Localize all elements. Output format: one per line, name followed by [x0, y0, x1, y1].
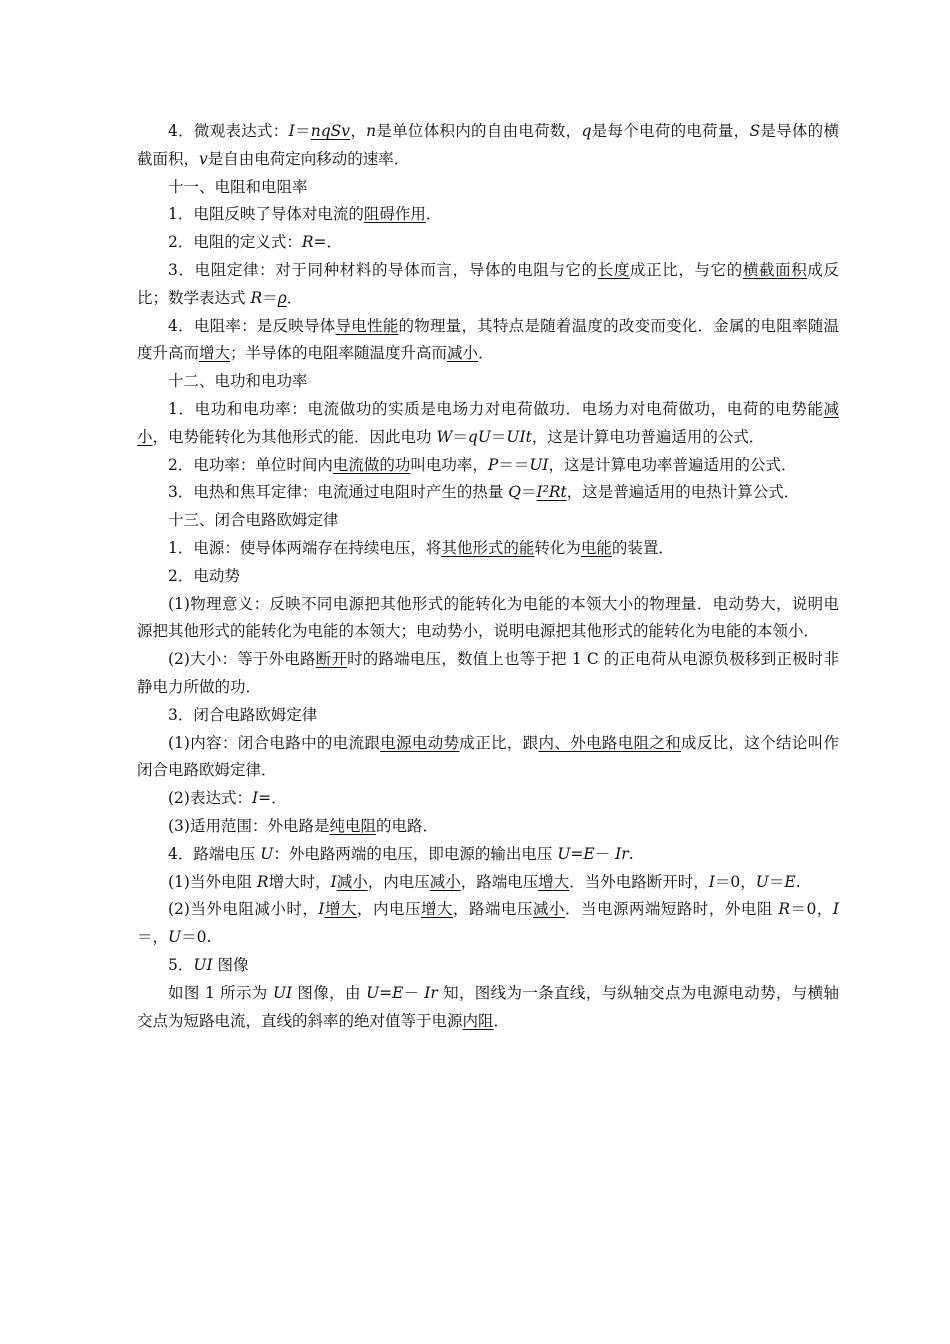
text-run: ， [350, 122, 367, 140]
text-run: E [583, 844, 595, 863]
paragraph [137, 118, 839, 174]
text-run: 是每个电荷的电荷量， [591, 122, 750, 140]
text-run: U [557, 844, 571, 863]
text-run: ，这是普遍适用的电热计算公式． [566, 483, 800, 502]
text-run: 4．路端电压 [168, 844, 261, 863]
text-run: R [250, 288, 263, 307]
text-run: 增大时， [268, 872, 331, 891]
text-run: 2．电阻的定义式： [168, 233, 302, 252]
text-run: 2．电功率：单位时间内 [168, 455, 333, 474]
text-run: =． [313, 233, 343, 252]
text-run: ＝＝ [498, 455, 530, 474]
text-run: 图像，由 [292, 983, 367, 1002]
text-run: ． [425, 205, 442, 224]
text-run: UI [193, 955, 213, 974]
paragraph [137, 452, 839, 480]
text-run: － [594, 844, 616, 863]
text-run: ＝ [490, 427, 507, 446]
text-run: 的物理量，其特点是随着温度的改变而变化．金属的电阻率随温度升高而 [137, 316, 839, 363]
underlined-answer: 断开 [315, 650, 348, 669]
text-run: (3)适用范围：外电路是 [168, 816, 330, 835]
text-run: v [199, 149, 208, 168]
text-run: 转化为 [534, 538, 581, 557]
text-run: 如图 1 所示为 [168, 983, 273, 1002]
paragraph [137, 535, 839, 563]
text-run: 知，图线为一条直线，与纵轴交点为电源电动势，与横轴交点为短路电流，直线的斜率的绝对值等于电源 [137, 983, 839, 1030]
paragraph [137, 563, 839, 591]
paragraph [137, 313, 839, 369]
text-run: U [755, 872, 769, 891]
text-run: ． [493, 1011, 510, 1030]
text-run: 成正比，与它的 [629, 260, 743, 279]
paragraph [137, 730, 839, 786]
text-run: 十二、电功和电功率 [168, 372, 308, 391]
text-run: I [288, 122, 295, 140]
text-run: 3．电阻定律：对于同种材料的导体而言，导体的电阻与它的 [168, 260, 598, 279]
text-run: E [784, 872, 796, 891]
text-run: 的电路． [375, 816, 438, 835]
text-run: (1)当外电阻 [168, 872, 257, 891]
underlined-answer: ρ [277, 288, 287, 307]
text-run: n [366, 122, 377, 140]
text-run: ，内电压 [357, 900, 421, 919]
text-run: UIt [506, 427, 532, 446]
text-run: S [749, 122, 761, 140]
paragraph [137, 785, 839, 813]
paragraph [137, 702, 839, 730]
text-run: 十一、电阻和电阻率 [168, 177, 308, 196]
paragraph [137, 841, 839, 869]
text-run: ． [478, 344, 494, 363]
underlined-answer: 内、外电路电阻之和 [538, 733, 682, 752]
text-run: (2)表达式： [168, 789, 252, 808]
underlined-answer: 减小 [137, 399, 839, 446]
text-run: (2)大小：等于外电路 [168, 650, 316, 669]
text-run: ，这是计算电功普遍适用的公式． [531, 427, 765, 446]
text-run: ＝ [262, 288, 278, 307]
text-run: 是单位体积内的自由电荷数， [376, 122, 582, 140]
paragraph [137, 174, 839, 202]
text-run: E [392, 983, 404, 1002]
text-run: ． [286, 288, 303, 307]
text-run: Ir [424, 983, 438, 1002]
text-run: 4．微观表达式： [168, 122, 289, 140]
underlined-answer: 电能 [580, 538, 612, 557]
text-run: 成反比，这个结论叫作闭合电路欧姆定律． [137, 733, 839, 780]
text-run: UI [529, 455, 549, 474]
text-run: I [318, 900, 325, 919]
paragraph [137, 980, 839, 1036]
underlined-answer: 减小 [429, 872, 461, 891]
text-run: W [436, 427, 453, 446]
text-run: 3．闭合电路欧姆定律 [168, 705, 318, 724]
text-run: =． [258, 789, 287, 808]
text-run: qU [467, 427, 491, 446]
text-run: 1．电功和电功率：电流做功的实质是电场力对电荷做功．电场力对电荷做功，电荷的电势能 [168, 399, 824, 418]
text-run: ，这是计算电功率普遍适用的公式． [548, 455, 797, 474]
underlined-answer: 导电性能 [335, 316, 399, 335]
text-run: I [708, 872, 715, 891]
paragraph [137, 896, 839, 952]
text-run: I [251, 789, 259, 808]
text-run: ＝， [137, 928, 169, 947]
underlined-answer: 电源电动势 [380, 733, 460, 752]
text-run: 1．电源：使导体两端存在持续电压，将 [168, 538, 442, 557]
text-run: (1)内容：闭合电路中的电流跟 [168, 733, 381, 752]
text-run: R [301, 233, 314, 252]
underlined-answer: 减小 [447, 344, 479, 363]
underlined-answer: 电流做的功 [332, 455, 411, 474]
text-run: 是自由电荷定向移动的速率． [207, 149, 410, 168]
text-run: = [379, 983, 393, 1002]
text-run: 4．电阻率：是反映导体 [168, 316, 336, 335]
text-run: R [778, 900, 790, 919]
paragraph [137, 257, 839, 313]
text-run: 2．电动势 [168, 566, 240, 585]
underlined-answer: I²Rt [536, 483, 567, 502]
text-run: 的装置． [611, 538, 674, 557]
text-run: I [832, 900, 839, 919]
paragraph [137, 869, 839, 897]
underlined-answer: 减小 [336, 872, 368, 891]
underlined-answer: 纯电阻 [329, 816, 376, 835]
text-run: U [366, 983, 380, 1002]
text-run: ＝0， [789, 900, 833, 919]
text-run: (1)物理意义：反映不同电源把其他形式的能转化为电能的本领大小的物理量．电动势大，说明电源把其他形式的能转化为电能的本领大；电动势小，说明电源把其他形式的能转化为电能的本领小． [137, 594, 839, 641]
underlined-answer: 内阻 [462, 1011, 494, 1030]
text-run: ，内电压 [367, 872, 430, 891]
underlined-answer: 阻碍作用 [363, 205, 426, 224]
text-run: 图像 [212, 955, 249, 974]
text-run: 是导体的横截面积， [137, 122, 839, 168]
text-run: . [628, 844, 634, 863]
text-run: 1．电阻反映了导体对电流的 [168, 205, 364, 224]
underlined-answer: 横截面积 [742, 260, 808, 279]
text-run: I [330, 872, 337, 891]
text-run: = [570, 844, 584, 863]
text-run: ＝ [294, 122, 311, 140]
text-run: ，电势能转化为其他形式的能．因此电功 [152, 427, 437, 446]
text-run: (2)当外电阻减小时， [168, 900, 319, 919]
text-run: 叫电功率， [410, 455, 488, 474]
underlined-answer: nqSv [310, 122, 351, 140]
text-run: ＝0， [714, 872, 756, 891]
text-run: ＝ [521, 483, 537, 502]
paragraph [137, 952, 839, 980]
text-run: ＝ [768, 872, 785, 891]
text-run: P [487, 455, 499, 474]
text-run: 时的路端电压，数值上也等于把 1 C 的正电荷从电源负极移到正极时非静电力所做的功． [137, 650, 839, 696]
paragraph [137, 507, 839, 535]
text-run: ＝0. [181, 928, 212, 947]
underlined-answer: 增大 [324, 900, 358, 919]
text-run: R [256, 872, 269, 891]
text-run: U [168, 928, 182, 947]
underlined-answer: 其他形式的能 [441, 538, 535, 557]
text-run: 十三、闭合电路欧姆定律 [168, 511, 339, 530]
underlined-answer: 增大 [199, 344, 231, 363]
text-run: Ir [615, 844, 629, 863]
document-body [137, 118, 839, 1035]
text-run: 5． [168, 955, 194, 974]
paragraph [137, 396, 839, 452]
text-run: Q [508, 483, 522, 502]
text-run: 成正比，跟 [459, 733, 539, 752]
paragraph [137, 368, 839, 396]
paragraph [137, 229, 839, 257]
underlined-answer: 减小 [532, 900, 565, 919]
paragraph [137, 591, 839, 647]
text-run: ，路端电压 [453, 900, 533, 919]
text-run: ；半导体的电阻率随温度升高而 [230, 344, 448, 363]
text-run: UI [272, 983, 293, 1002]
text-run: . [795, 872, 801, 891]
underlined-answer: 增大 [421, 900, 453, 919]
paragraph [137, 646, 839, 702]
text-run: ．当外电路断开时， [569, 872, 709, 891]
paragraph [137, 479, 839, 507]
paragraph [137, 201, 839, 229]
text-run: q [581, 122, 592, 140]
text-run: 3．电热和焦耳定律：电流通过电阻时产生的热量 [168, 483, 509, 502]
text-run: ．当电源两端短路时，外电阻 [564, 900, 779, 919]
text-run: ，路端电压 [460, 872, 539, 891]
paragraph [137, 813, 839, 841]
text-run: U [260, 844, 274, 863]
text-run: － [403, 983, 425, 1002]
text-run: ＝ [452, 427, 468, 446]
underlined-answer: 增大 [538, 872, 570, 891]
text-run: ：外电路两端的电压，即电源的输出电压 [273, 844, 558, 863]
text-run: 成反比；数学表达式 [137, 260, 839, 307]
underlined-answer: 长度 [597, 260, 630, 279]
